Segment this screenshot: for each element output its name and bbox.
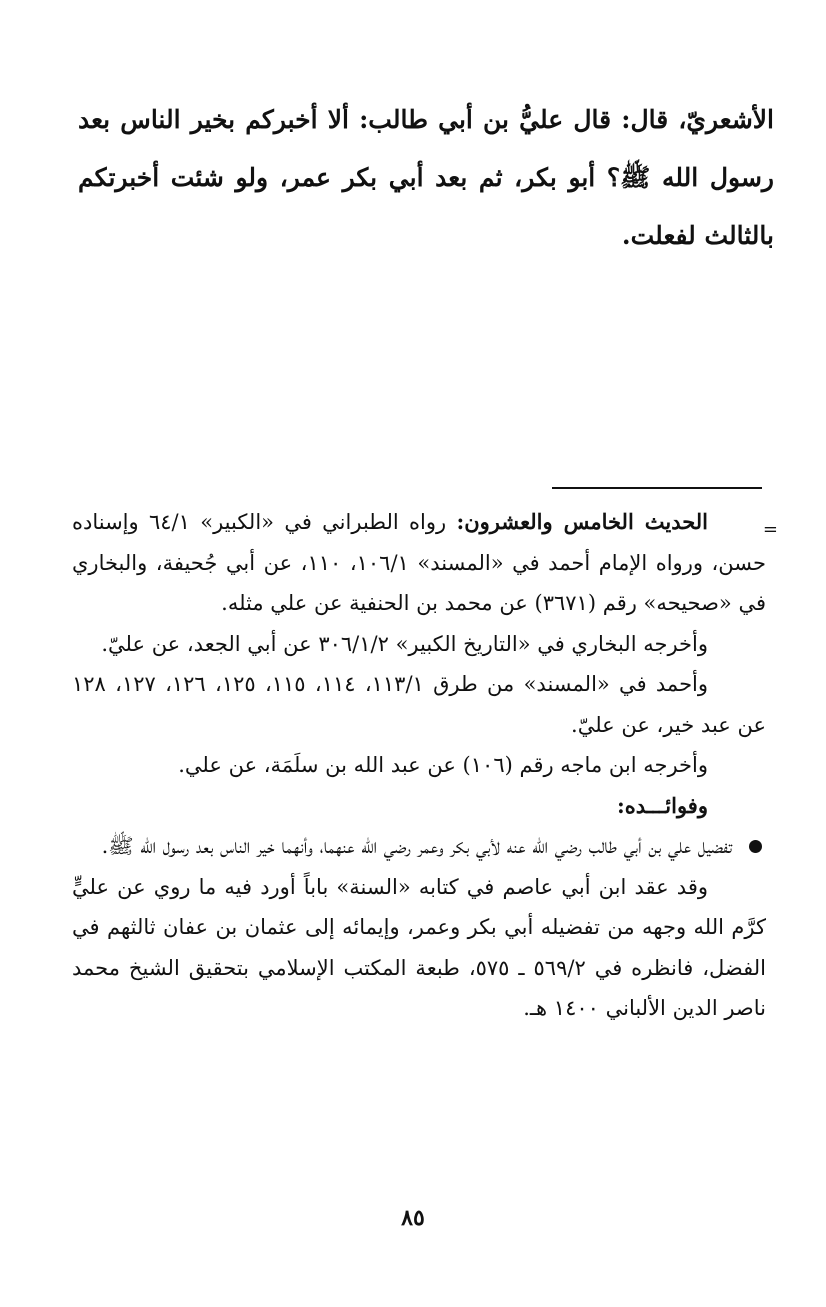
benefit-bullet-item — [72, 826, 766, 867]
footnote-paragraph-5: وقد عقد ابن أبي عاصم في كتابه «السنة» باباً أورد فيه ما روي عن عليٍّ كرَّم الله وجهه من تفضيله أبي بكر وعمر، وإيمائه إلى عثمان بن عفان ثالثهم في الفضل، فانظره في ٥٦٩/٢ ـ ٥٧٥، طبعة المكتب الإسلامي بتحقيق الشيخ محمد ناصر الدين الألباني ١٤٠٠ هـ. — [72, 874, 766, 1020]
benefit-bullet-text: تفضيل علي بن أبي طالب رضي الله عنه لأبي بكر وعمر رضي الله عنهما، وأنهما خير الناس بعد رسول الله ﷺ. — [101, 834, 732, 858]
footnote-paragraph-1 — [72, 502, 766, 624]
footnote-separator-line — [552, 487, 762, 489]
footnote-paragraph-1-text: رواه الطبراني في «الكبير» ٦٤/١ وإسناده حسن، ورواه الإمام أحمد في «المسند» ١٠٦/١، ١١٠، عن أبي جُحيفة، والبخاري في «صحيحه» رقم (٣٦٧١) عن محمد بن الحنفية عن علي مثله. — [72, 510, 766, 615]
benefits-heading: وفوائـــده: — [617, 792, 708, 818]
bullet-dot-icon — [749, 840, 762, 853]
footnotes-section — [72, 502, 778, 1029]
footnote-paragraph-3: وأحمد في «المسند» من طرق ١١٣/١، ١١٤، ١١٥، ١٢٥، ١٢٦، ١٢٧، ١٢٨ عن عبد خير، عن عليّ. — [72, 672, 766, 737]
footnote-continuation-mark: = — [762, 519, 778, 540]
hadith-main-text: الأشعريّ، قال: قال عليُّ بن أبي طالب: ألا أخبركم بخير الناس بعد رسول الله ﷺ؟ أبو بكر، ثم بعد أبي بكر عمر، ولو شئت أخبرتكم بالثالث لفعلت. — [78, 105, 774, 250]
footnote-paragraph-2: وأخرجه البخاري في «التاريخ الكبير» ٣٠٦/١/٢ عن أبي الجعد، عن عليّ. — [101, 631, 708, 656]
footnote-heading: الحديث الخامس والعشرون: — [456, 509, 709, 534]
page-number: ٨٥ — [401, 1205, 425, 1231]
footnote-paragraph-4: وأخرجه ابن ماجه رقم (١٠٦) عن عبد الله بن سلَمَة، عن علي. — [178, 753, 708, 777]
